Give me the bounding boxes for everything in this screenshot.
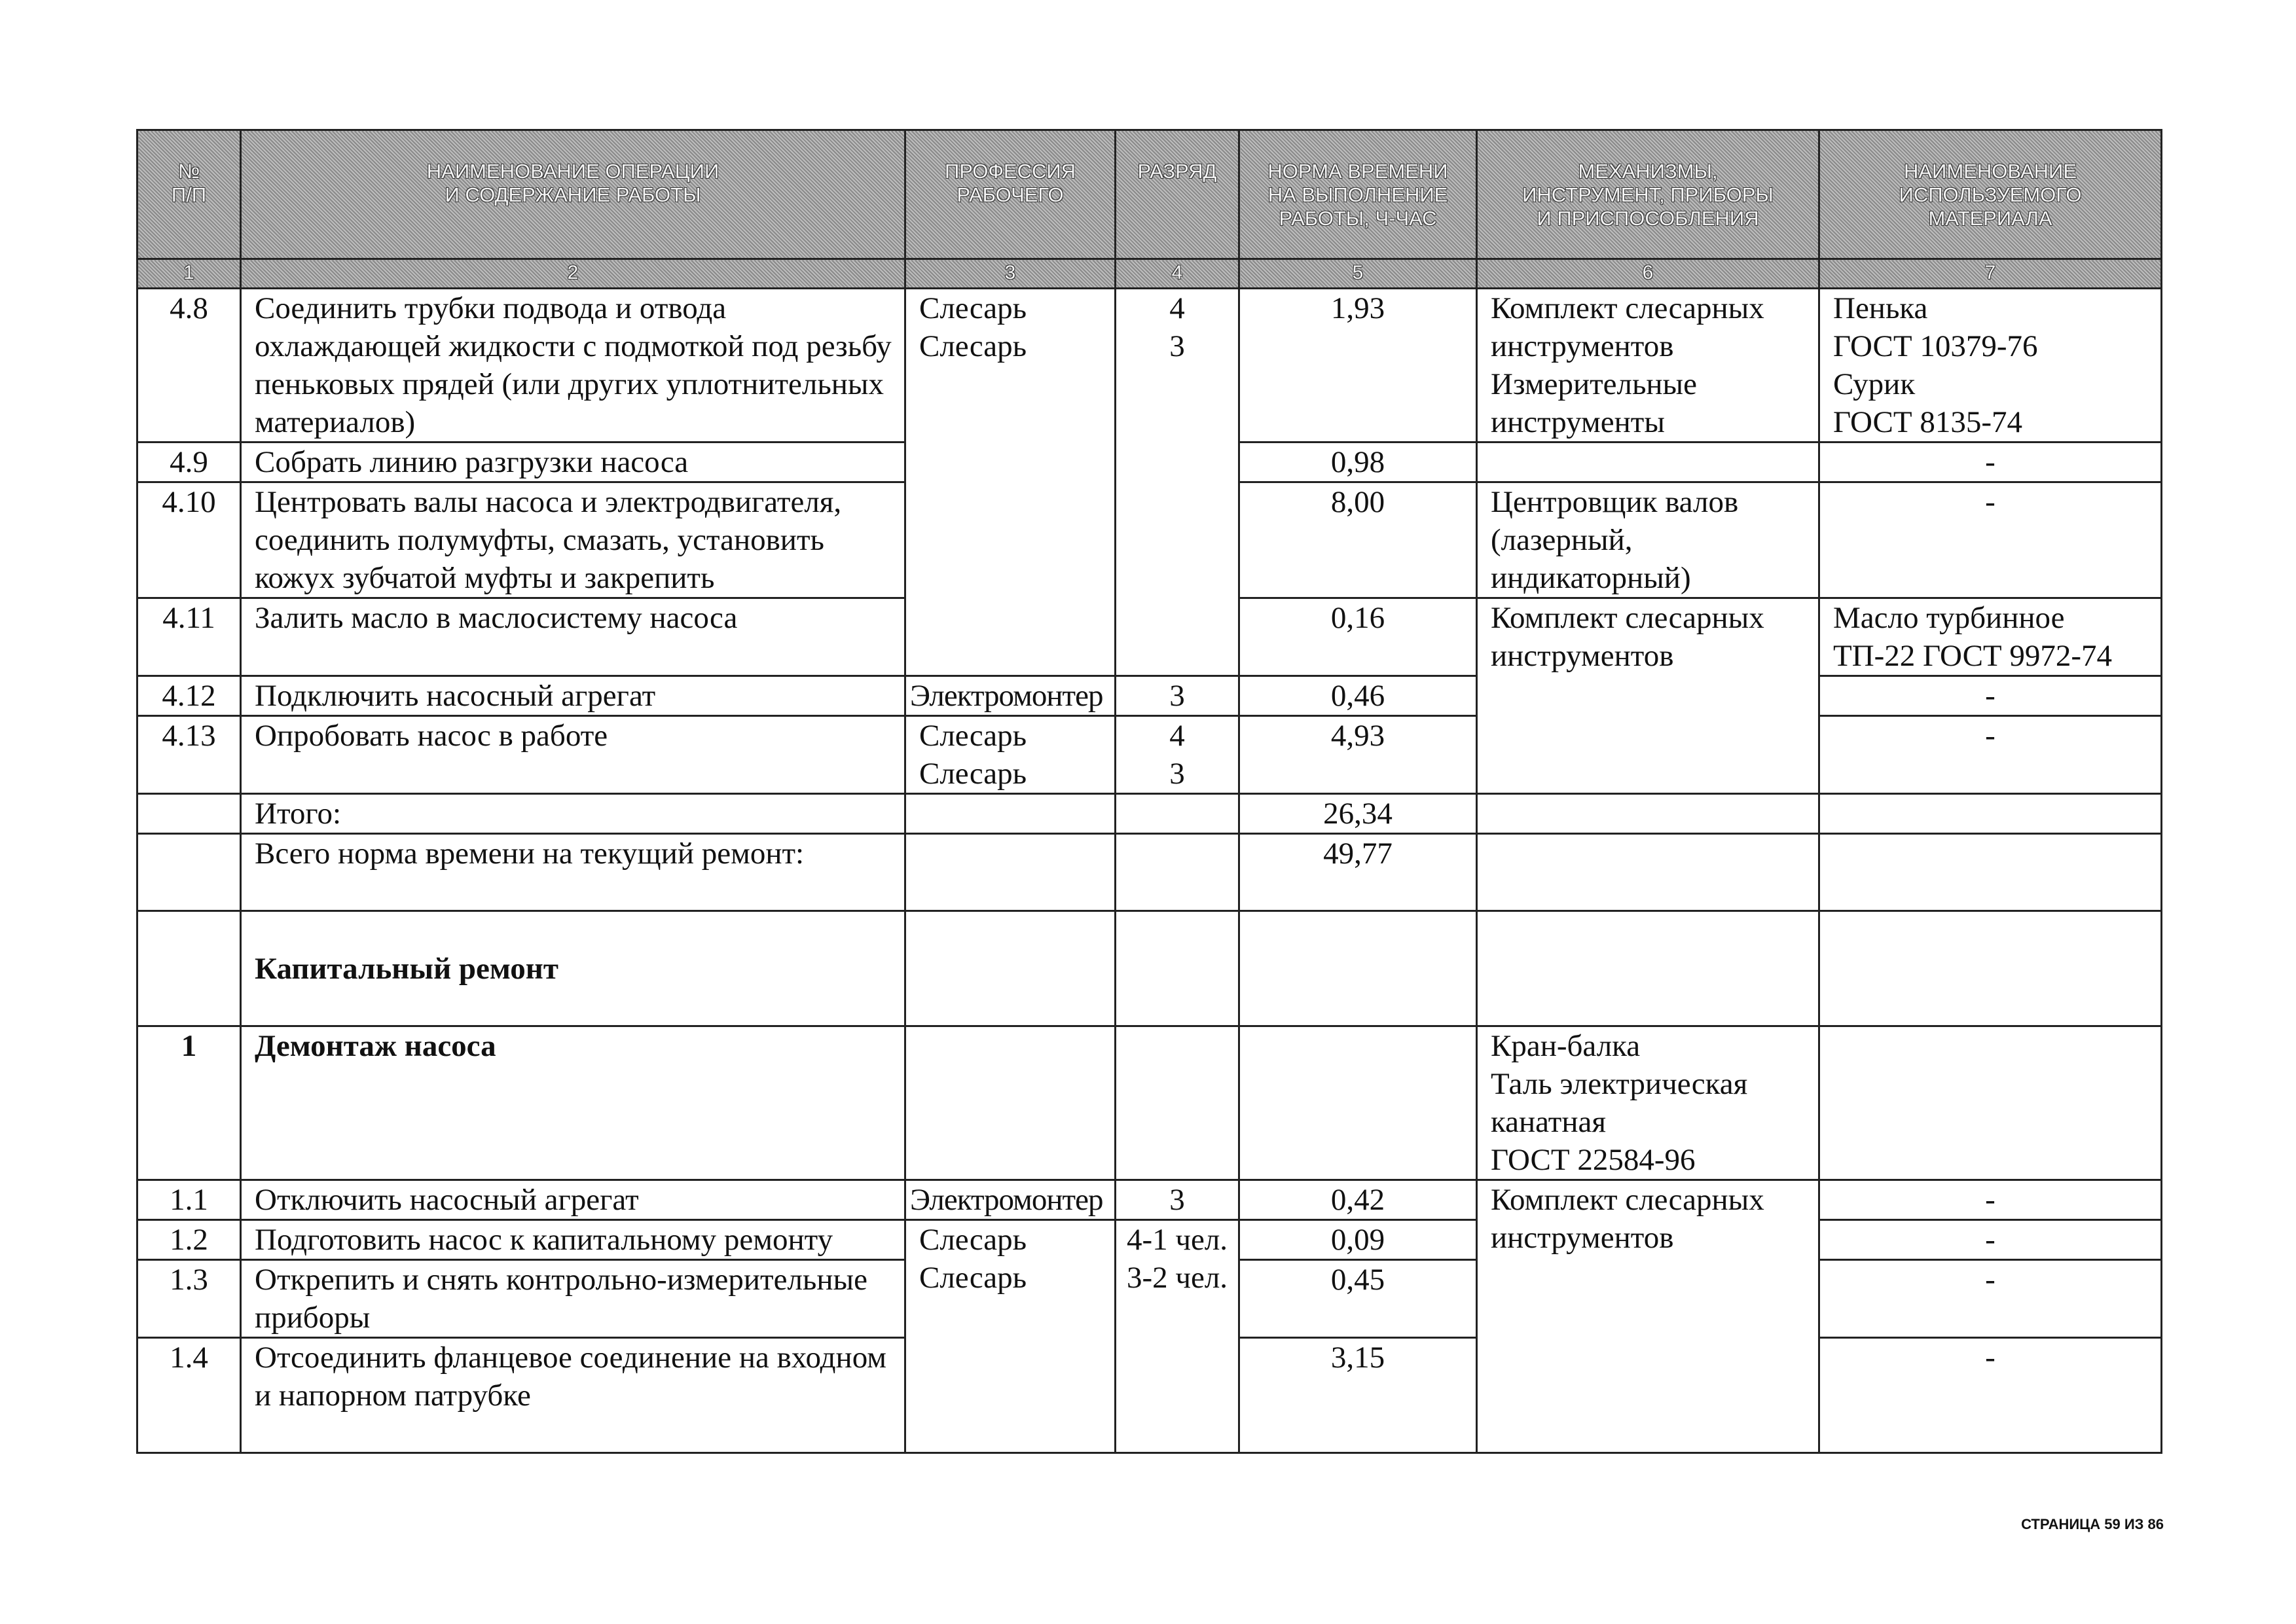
operation-text: Центровать валы насоса и электродвигателя, соединить полумуфты, смазать, установить кожух зубчатой муфты и закрепить xyxy=(241,482,905,598)
column-numbers-row xyxy=(137,259,2162,289)
profession-cell xyxy=(905,834,1116,911)
row-number: 1.1 xyxy=(137,1180,241,1220)
operation-text: Отключить насосный агрегат xyxy=(241,1180,905,1220)
time-norm: 1,93 xyxy=(1239,289,1477,442)
column-number: 2 xyxy=(241,259,905,289)
table-row xyxy=(137,1026,2162,1180)
grand-total-row xyxy=(137,834,2162,911)
profession-cell: Слесарь Слесарь xyxy=(905,716,1116,794)
time-norm: 4,93 xyxy=(1239,716,1477,794)
section-title: Капитальный ремонт xyxy=(241,911,905,1026)
profession-cell xyxy=(905,794,1116,834)
operation-text: Собрать линию разгрузки насоса xyxy=(241,442,905,482)
work-norms-table xyxy=(136,129,2162,1454)
time-norm: 49,77 xyxy=(1239,834,1477,911)
tools-cell xyxy=(1477,794,1819,834)
row-number: 4.12 xyxy=(137,676,241,716)
table-row xyxy=(137,676,2162,716)
time-norm xyxy=(1239,1026,1477,1180)
operation-text: Итого: xyxy=(241,794,905,834)
material-cell: - xyxy=(1819,676,2162,716)
operation-text: Соединить трубки подвода и отвода охлаждающей жидкости с подмоткой под резьбу пеньковых прядей (или других уплотнительных материалов) xyxy=(241,289,905,442)
grade-cell: 4 3 xyxy=(1116,289,1239,676)
operation-text: Опробовать насос в работе xyxy=(241,716,905,794)
material-cell: - xyxy=(1819,1220,2162,1260)
profession-cell xyxy=(905,911,1116,1026)
row-number: 4.10 xyxy=(137,482,241,598)
operation-text: Залить масло в маслосистему насоса xyxy=(241,598,905,676)
material-cell xyxy=(1819,1026,2162,1180)
operation-text: Подготовить насос к капитальному ремонту xyxy=(241,1220,905,1260)
section-row xyxy=(137,911,2162,1026)
material-cell: - xyxy=(1819,482,2162,598)
row-number: 4.11 xyxy=(137,598,241,676)
grade-cell xyxy=(1116,1026,1239,1180)
tools-cell xyxy=(1477,911,1819,1026)
column-number: 6 xyxy=(1477,259,1819,289)
grade-cell xyxy=(1116,794,1239,834)
operation-text: Всего норма времени на текущий ремонт: xyxy=(241,834,905,911)
column-number: 3 xyxy=(905,259,1116,289)
profession-cell: Электромонтер xyxy=(905,1180,1116,1220)
profession-cell: Слесарь Слесарь xyxy=(905,1220,1116,1453)
column-number: 5 xyxy=(1239,259,1477,289)
grade-cell: 3 xyxy=(1116,1180,1239,1220)
time-norm: 0,09 xyxy=(1239,1220,1477,1260)
header-tools: МЕХАНИЗМЫ, ИНСТРУМЕНТ, ПРИБОРЫ И ПРИСПОСОБЛЕНИЯ xyxy=(1477,130,1819,259)
header-time-norm: НОРМА ВРЕМЕНИ НА ВЫПОЛНЕНИЕ РАБОТЫ, Ч-ЧАС xyxy=(1239,130,1477,259)
time-norm: 0,42 xyxy=(1239,1180,1477,1220)
tools-cell: Комплект слесарных инструментов xyxy=(1477,1180,1819,1453)
time-norm: 0,45 xyxy=(1239,1260,1477,1338)
column-number: 7 xyxy=(1819,259,2162,289)
row-number: 1.2 xyxy=(137,1220,241,1260)
tools-cell: Комплект слесарных инструментов xyxy=(1477,598,1819,794)
material-cell xyxy=(1819,911,2162,1026)
operation-text: Подключить насосный агрегат xyxy=(241,676,905,716)
material-cell xyxy=(1819,794,2162,834)
table-row xyxy=(137,1180,2162,1220)
row-number: 4.9 xyxy=(137,442,241,482)
material-cell: - xyxy=(1819,1338,2162,1453)
tools-cell: Комплект слесарных инструментов Измерительные инструменты xyxy=(1477,289,1819,442)
tools-cell: Кран-балка Таль электрическая канатная ГОСТ 22584-96 xyxy=(1477,1026,1819,1180)
material-cell: - xyxy=(1819,442,2162,482)
header-profession: ПРОФЕССИЯ РАБОЧЕГО xyxy=(905,130,1116,259)
grade-cell xyxy=(1116,911,1239,1026)
row-number: 1 xyxy=(137,1026,241,1180)
material-cell xyxy=(1819,834,2162,911)
profession-cell: Электромонтер xyxy=(905,676,1116,716)
row-number: 4.8 xyxy=(137,289,241,442)
table-row xyxy=(137,1220,2162,1260)
material-cell: Пенька ГОСТ 10379-76 Сурик ГОСТ 8135-74 xyxy=(1819,289,2162,442)
grade-cell: 3 xyxy=(1116,676,1239,716)
time-norm: 0,16 xyxy=(1239,598,1477,676)
profession-cell xyxy=(905,1026,1116,1180)
header-grade: РАЗРЯД xyxy=(1116,130,1239,259)
column-number: 1 xyxy=(137,259,241,289)
profession-cell: Слесарь Слесарь xyxy=(905,289,1116,676)
grade-cell xyxy=(1116,834,1239,911)
operation-text: Демонтаж насоса xyxy=(241,1026,905,1180)
row-number: 1.4 xyxy=(137,1338,241,1453)
time-norm xyxy=(1239,911,1477,1026)
row-number: 1.3 xyxy=(137,1260,241,1338)
table-row xyxy=(137,716,2162,794)
material-cell: - xyxy=(1819,1180,2162,1220)
grade-cell: 4 3 xyxy=(1116,716,1239,794)
grade-cell: 4-1 чел. 3-2 чел. xyxy=(1116,1220,1239,1453)
time-norm: 0,98 xyxy=(1239,442,1477,482)
header-num: № П/П xyxy=(137,130,241,259)
time-norm: 3,15 xyxy=(1239,1338,1477,1453)
header-operation: НАИМЕНОВАНИЕ ОПЕРАЦИИ И СОДЕРЖАНИЕ РАБОТЫ xyxy=(241,130,905,259)
tools-cell xyxy=(1477,834,1819,911)
time-norm: 0,46 xyxy=(1239,676,1477,716)
tools-cell xyxy=(1477,442,1819,482)
material-cell: Масло турбинное ТП-22 ГОСТ 9972-74 xyxy=(1819,598,2162,676)
operation-text: Открепить и снять контрольно-измерительные приборы xyxy=(241,1260,905,1338)
header-row xyxy=(137,130,2162,259)
time-norm: 26,34 xyxy=(1239,794,1477,834)
header-material: НАИМЕНОВАНИЕ ИСПОЛЬЗУЕМОГО МАТЕРИАЛА xyxy=(1819,130,2162,259)
total-row xyxy=(137,794,2162,834)
table-row xyxy=(137,289,2162,442)
row-number xyxy=(137,794,241,834)
material-cell: - xyxy=(1819,1260,2162,1338)
material-cell: - xyxy=(1819,716,2162,794)
row-number xyxy=(137,911,241,1026)
tools-cell: Центровщик валов (лазерный, индикаторный) xyxy=(1477,482,1819,598)
time-norm: 8,00 xyxy=(1239,482,1477,598)
operation-text: Отсоединить фланцевое соединение на входном и напорном патрубке xyxy=(241,1338,905,1453)
row-number xyxy=(137,834,241,911)
page-number: СТРАНИЦА 59 ИЗ 86 xyxy=(2021,1516,2164,1532)
row-number: 4.13 xyxy=(137,716,241,794)
column-number: 4 xyxy=(1116,259,1239,289)
